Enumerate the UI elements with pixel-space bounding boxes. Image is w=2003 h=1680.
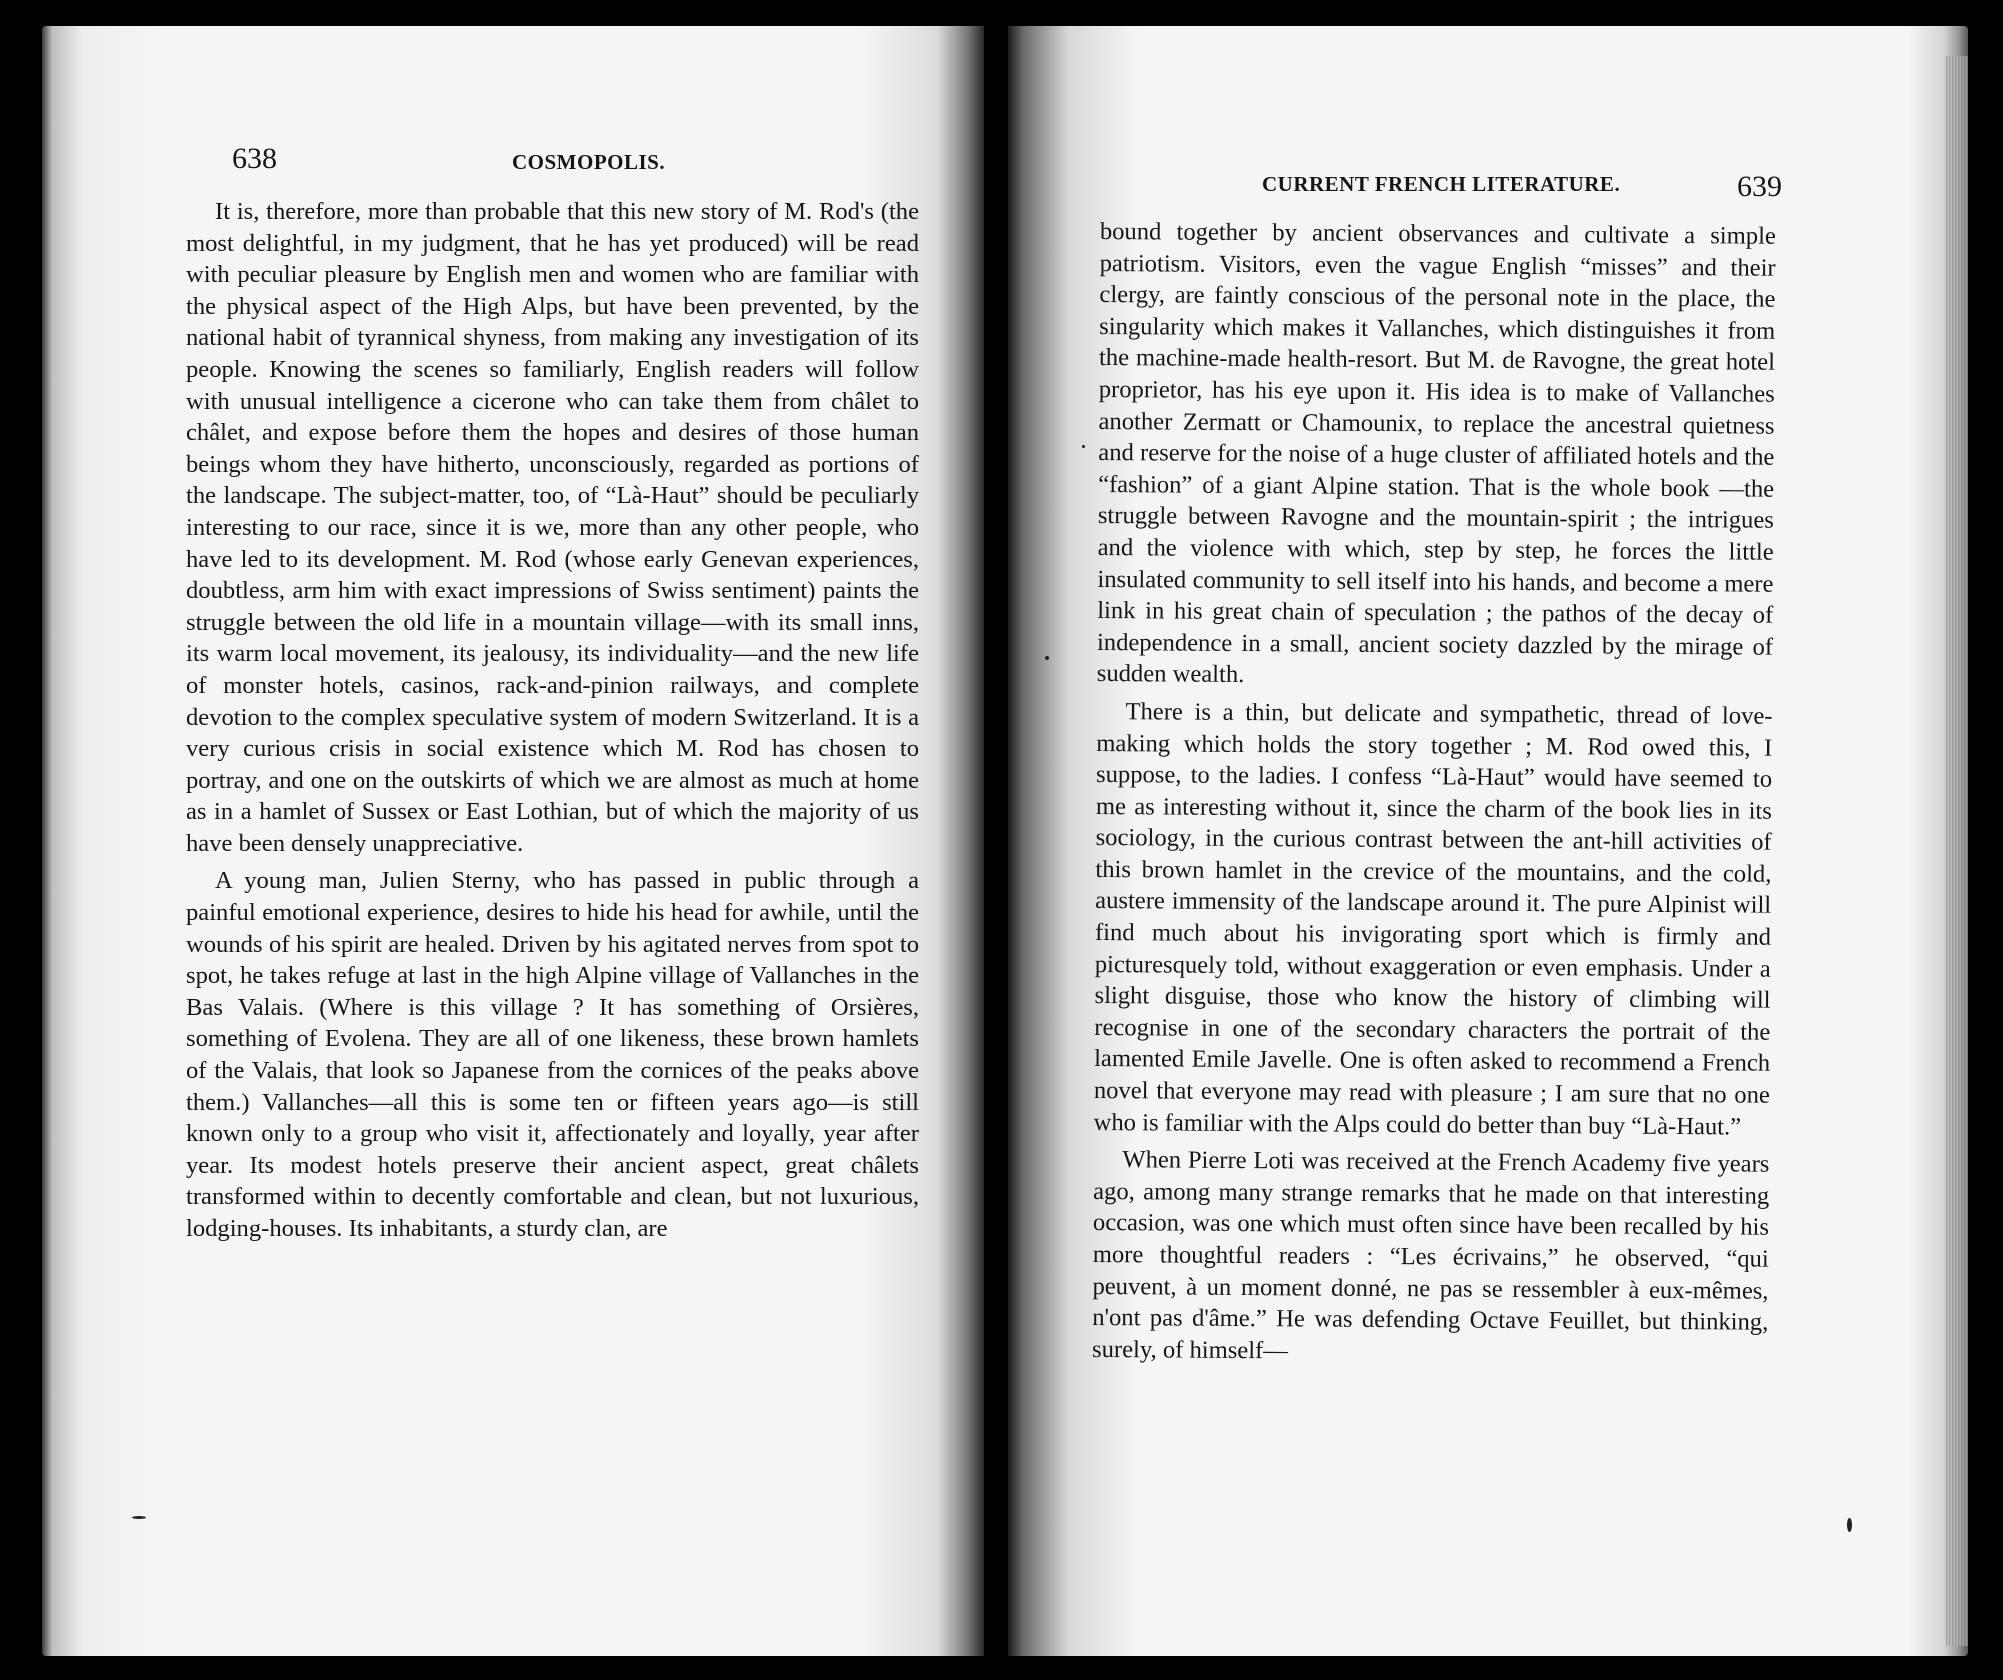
right-paragraph-3: When Pierre Loti was received at the French Academy five years ago, among many strange remarks that he made on that interesting occasion, was one which must often since have been recalled by his more thoughtful readers : “Les écrivains,” he observed, “qui peuvent, à un moment donné, ne pas se ressembler à eux-mêmes, n'ont pas d'âme.” He was defending Octave Feuillet, but thinking, surely, of himself—: [1091, 1146, 1770, 1365]
right-running-head: CURRENT FRENCH LITERATURE.: [1262, 172, 1621, 196]
right-text-block: [1092, 216, 1776, 1370]
left-running-head: COSMOPOLIS.: [512, 150, 666, 174]
left-page-number: 638: [232, 142, 277, 175]
page-edges: [1946, 56, 1968, 1646]
scan-speck: [132, 1516, 146, 1519]
left-text-block: [186, 196, 919, 1245]
right-paragraph-1: bound together by ancient observances and cultivate a simple patriotism. Visitors, even the vague English “misses” and their clergy, are faintly conscious of the personal note in the place, the singularity which makes it Vallanches, which distinguishes it from the machine-made health-resort. But M. de Ravogne, the great hotel proprietor, has his eye upon it. His idea is to make of Vallanches another Zermatt or Chamounix, to replace the ancestral quietness and reserve for the noise of a huge cluster of affiliated hotels and the “fashion” of a giant Alpine station. That is the whole book —the struggle between Ravogne and the mountain-spirit ; the intrigues and the violence with which, step by step, he forces the little insulated community to sell itself into his hands, and become a mere link in his great chain of speculation ; the pathos of the decay of independence in a small, ancient society dazzled by the mirage of sudden wealth.: [1096, 217, 1776, 689]
right-page-number: 639: [1737, 170, 1782, 203]
scan-speck: [1082, 445, 1085, 448]
right-paragraph-2: There is a thin, but delicate and sympathetic, thread of love-making which holds the story together ; M. Rod owed this, I suppose, to the ladies. I confess “Là-Haut” would have seemed to me as interesting without it, since the charm of the book lies in its sociology, in the curious contrast between the ant-hill activities of this brown hamlet in the crevice of the mountains, and the cold, austere immensity of the landscape around it. The pure Alpinist will find much about his invigorating sport which is firmly and picturesquely told, without exaggeration or even emphasis. Under a slight disguise, those who know the history of climbing will recognise in one of the secondary characters the portrait of the lamented Emile Javelle. One is often asked to recommend a French novel that everyone may read with pleasure ; I am sure that no one who is familiar with the Alps could do better than buy “Là-Haut.”: [1093, 698, 1773, 1141]
left-paragraph-1: It is, therefore, more than probable that this new story of M. Rod's (the most delightful, in my judgment, that he has yet produced) will be read with peculiar pleasure by English men and women who are familiar with the physical aspect of the High Alps, but have been prevented, by the national habit of tyrannical shyness, from making any investigation of its people. Knowing the scenes so familiarly, English readers will follow with unusual intelligence a cicerone who can take them from châlet to châlet, and expose before them the hopes and desires of those human beings whom they have hitherto, unconsciously, regarded as portions of the landscape. The subject-matter, too, of “Là-Haut” should be peculiarly interesting to our race, since it is we, more than any other people, who have led to its development. M. Rod (whose early Genevan experiences, doubtless, arm him with exact impressions of Swiss sentiment) paints the struggle between the old life in a mountain village—with its small inns, its warm local movement, its jealousy, its individuality—and the new life of monster hotels, casinos, rack-and-pinion railways, and complete devotion to the complex speculative system of modern Switzerland. It is a very curious crisis in social existence which M. Rod has chosen to portray, and one on the outskirts of which we are almost as much at home as in a hamlet of Sussex or East Lothian, but of which the majority of us have been densely unappreciative.: [186, 198, 919, 857]
scan-speck: [1847, 1518, 1852, 1532]
scan-speck: [1045, 656, 1049, 660]
left-paragraph-2: A young man, Julien Sterny, who has passed in public through a painful emotional experience, desires to hide his head for awhile, until the wounds of his spirit are healed. Driven by his agitated nerves from spot to spot, he takes refuge at last in the high Alpine village of Vallanches in the Bas Valais. (Where is this village ? It has something of Orsières, something of Evolena. They are all of one likeness, these brown hamlets of the Valais, that look so Japanese from the cornices of the peaks above them.) Vallanches—all this is some ten or fifteen years ago—is still known only to a group who visit it, affectionately and loyally, year after year. Its modest hotels preserve their ancient aspect, great châlets transformed within to decently comfortable and clean, but not luxurious, lodging-houses. Its inhabitants, a sturdy clan, are: [186, 867, 919, 1242]
